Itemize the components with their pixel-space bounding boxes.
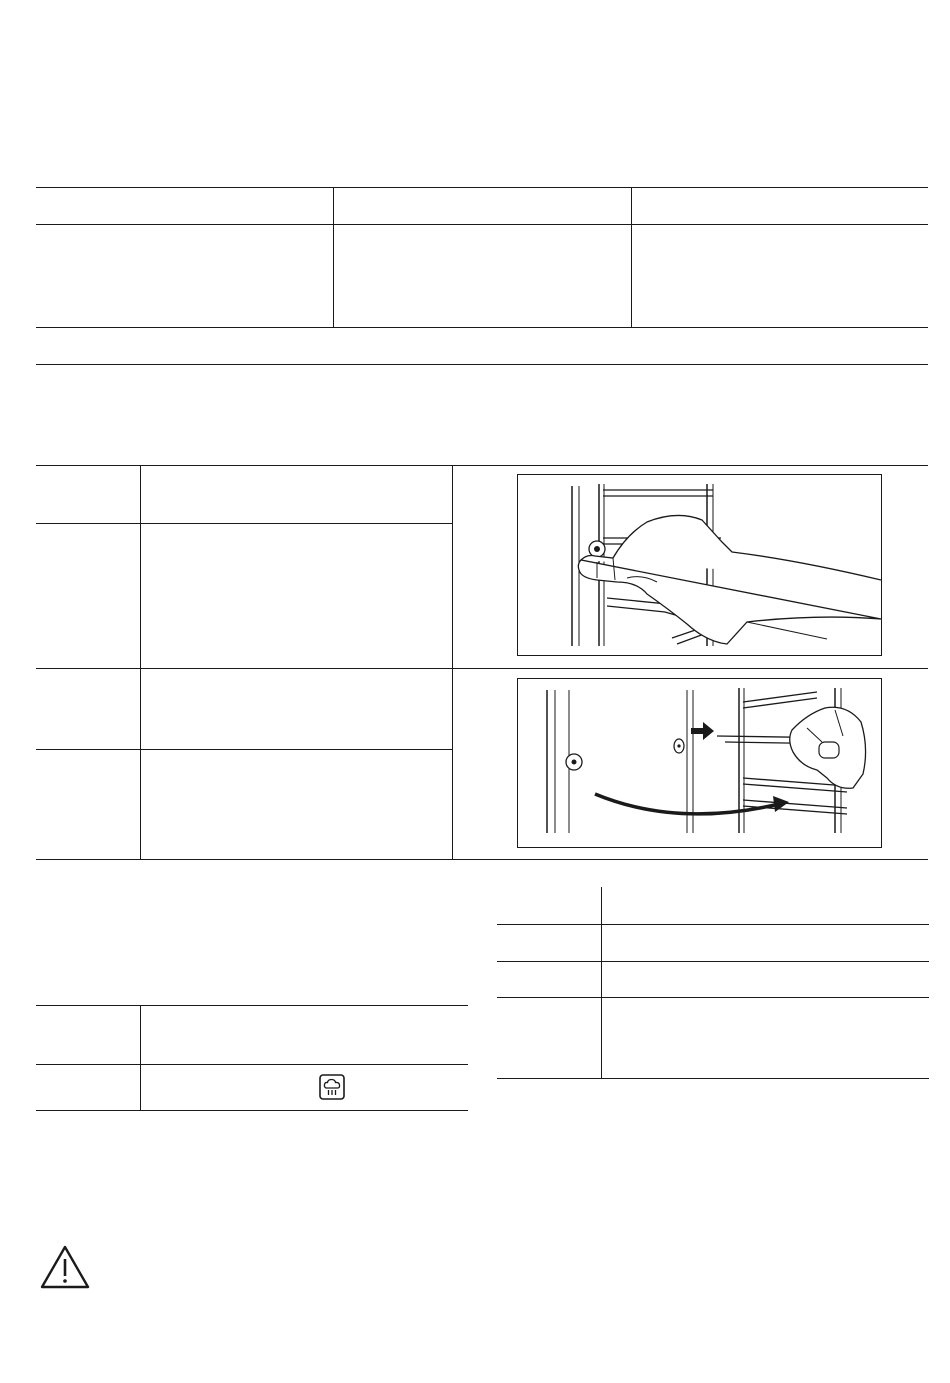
- table-divider: [631, 187, 632, 327]
- table-divider: [140, 465, 141, 859]
- table-rule: [36, 327, 928, 328]
- table-rule: [36, 465, 928, 466]
- table-rule: [36, 523, 452, 524]
- install-shelf-support-illustration: [517, 678, 882, 848]
- table-rule: [497, 997, 929, 998]
- table-divider: [333, 187, 334, 327]
- remove-shelf-support-illustration: [517, 474, 882, 656]
- table-rule: [36, 668, 928, 669]
- steam-cleaning-icon: [319, 1074, 345, 1100]
- table-rule: [36, 859, 928, 860]
- table-rule: [36, 224, 928, 225]
- table-divider: [452, 465, 453, 859]
- table-divider: [601, 887, 602, 1078]
- table-rule: [36, 364, 928, 365]
- table-rule: [36, 187, 928, 188]
- table-rule: [497, 924, 929, 925]
- table-rule: [497, 1078, 929, 1079]
- table-rule: [36, 1110, 468, 1111]
- warning-triangle-icon: [39, 1244, 91, 1290]
- table-divider: [140, 1005, 141, 1110]
- table-rule: [36, 749, 452, 750]
- table-rule: [36, 1064, 468, 1065]
- table-rule: [36, 1005, 468, 1006]
- table-rule: [497, 961, 929, 962]
